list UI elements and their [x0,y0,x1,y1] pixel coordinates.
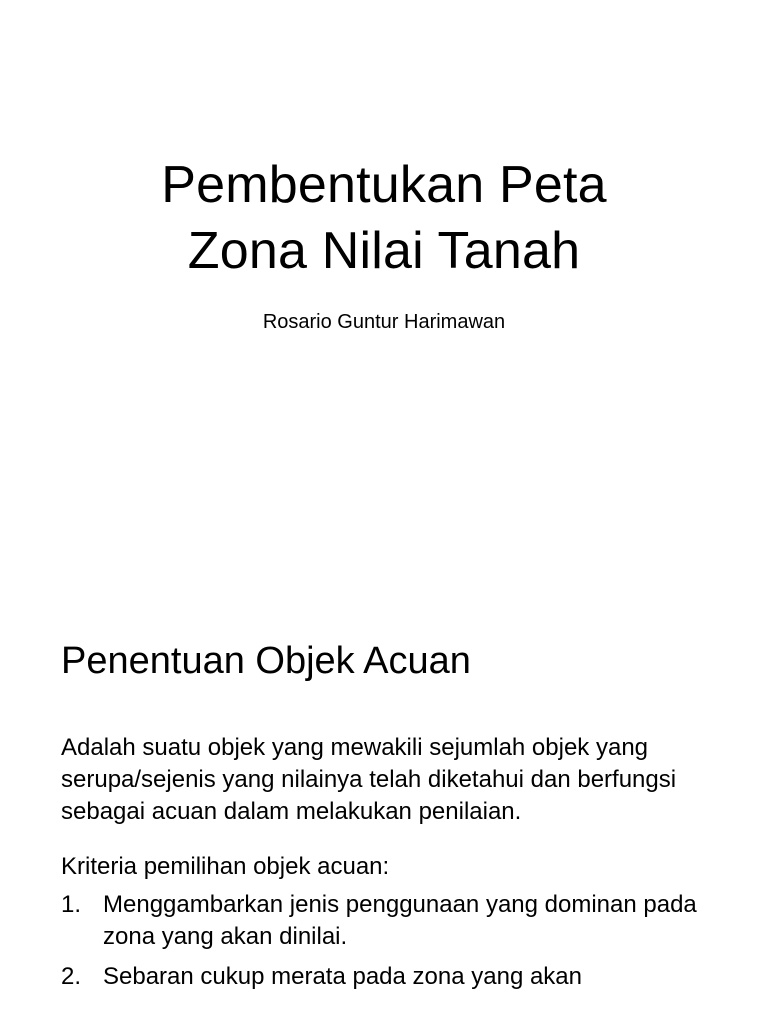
criteria-list [61,889,731,993]
list-item-text: Menggambarkan jenis penggunaan yang dominan pada zona yang akan dinilai. [103,891,697,950]
list-item-number: 1. [61,891,82,918]
slide-title-line-1: Pembentukan Peta [161,156,607,214]
content-slide-title: Penentuan Objek Acuan [61,640,471,682]
list-item-number: 2. [61,963,82,990]
slide-title-line-2: Zona Nilai Tanah [187,222,581,280]
criteria-heading: Kriteria pemilihan objek acuan: [61,853,390,880]
definition-paragraph: Adalah suatu objek yang mewakili sejumlah objek yang serupa/sejenis yang nilainya telah diketahui dan berfungsi sebagai acuan dalam melakukan penilaian. [61,734,677,825]
list-item-text: Sebaran cukup merata pada zona yang akan [103,963,583,990]
list-item [61,961,731,993]
slide-subtitle-author: Rosario Guntur Harimawan [262,311,506,333]
list-item [61,889,731,953]
content-slide [0,576,768,1024]
content-slide-body [61,732,731,1001]
slide-title [0,152,768,284]
